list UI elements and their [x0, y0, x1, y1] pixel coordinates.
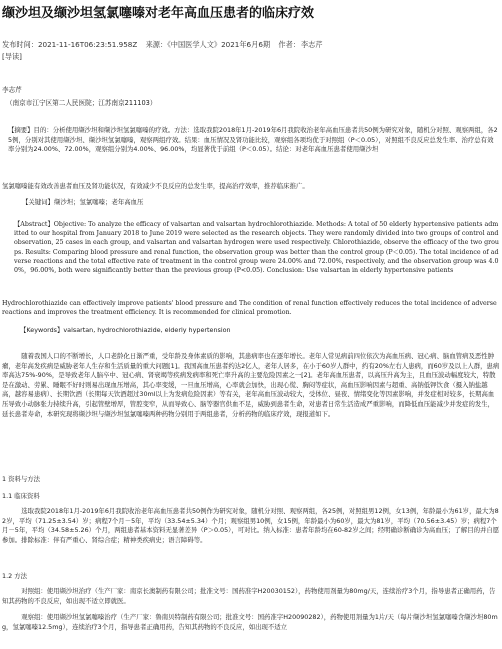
- byline-name: 李志芹: [2, 86, 22, 94]
- abstract-en: 【Abstract】Objective: To analyze the efficacy of valsartan and valsartan hydrochlorothiazide. Methods: A total of 50 elderly hypertensive patients admitted to our hospital from January 2018 to June 2019 were selected as the research objects. They were randomly divided into two groups of control and observation, 25 cases in each group, and valsartan and valsartan hydrogen were used respectively. Chlorothiazide, observe the efficacy of the two groups. Results: Comparing blood pressure and renal function, the observation group was better than the control group (P＜0.05). The total incidence of adverse reactions and the total effective rate of treatment in the control group were 24.00% and 72.00%, respectively, and the observation group was 4.00%，96.00%, both were significantly better than the previous group (P<0.05). Conclusion: Use valsartan in elderly hypertensive patients: [14, 221, 499, 275]
- guide-link[interactable]: [导读]: [2, 52, 22, 61]
- publish-time: 发布时间：2021-11-16T06:23:51.958Z: [2, 40, 138, 49]
- article-title: 缬沙坦及缬沙坦氢氯噻嗪对老年高血压患者的临床疗效: [2, 6, 315, 21]
- section-heading-1-1: 1.1 临床资料: [2, 492, 40, 500]
- article-source: 来源：《中国医学人文》2021年6月6期: [145, 40, 271, 49]
- abstract-cn: 【摘要】目的：分析使用缬沙坦和缬沙坦氢氯噻嗪的疗效。方法：选取我院2018年1月-2019年6月我院收治老年高血压患者共50例为研究对象，随机分对照、观察两组，各25例，分别对其使用缬沙坦、缬沙坦氢氯噻嗪，观察两组疗效。结果：血压情况及肾功能比较，观察组各项均优于对照组（P＜0.05），对照组不良反应总发生率、治疗总有效率分别为24.00%、72.00%，观察组分别为4.00%、96.00%，均显著优于前组（P＜0.05）。结论：对老年高血压患者使用缬沙坦: [8, 126, 498, 154]
- keywords-cn: 【关键词】缬沙坦；氢氯噻嗪；老年高血压: [22, 198, 144, 206]
- article-meta: [2, 40, 329, 50]
- author-name: 李志芹: [300, 40, 323, 49]
- byline-affiliation: （南京市江宁区第二人民医院；江苏南京211103）: [6, 99, 157, 107]
- section-heading-1-2: 1.2 方法: [2, 572, 27, 580]
- method-control-paragraph: 对照组：使用缬沙坦治疗（生产厂家：南京长澳制药有限公司；批准文号：国药准字H20030152），药物使用剂量为80mg/天，连续治疗3个月，指导患者正确用药，告知其药物的不良反应，如出现不适立即就医。: [2, 587, 496, 605]
- keywords-en: 【Keywords】valsartan, hydrochlorothiazide, elderly hypertension: [20, 326, 231, 334]
- conclusion-cn: 氢氯噻嗪能有效改善患者血压及肾功能状况，有效减少不良反应的总发生率，提高治疗效率，推荐临床推广。: [2, 182, 309, 190]
- clinical-data-paragraph: 选取我院2018年1月-2019年6月我院收治老年高血压患者共50例作为研究对象，随机分对照、观察两组，各25例，对照组男12例，女13例，年龄最小为61岁，最大为82岁，平均（71.25±3.54）岁；病程7个月－5年，平均（33.54±5.34）个月；观察组男10例，女15例，年龄最小为60岁，最大为81岁，平均（70.56±3.45）岁；病程7个月－5年，平均（34.58±5.26）个月，两组患者基本资料无显著差异（P＞0.05），可对比。纳入标准：患者年龄均在60-82岁之间；经明确诊断确诊为高血压；了解目的并自愿参加。排除标准：伴有严重心、肾综合症；精神类疾病史；语言障碍等。: [2, 507, 500, 544]
- author-label: 作者：: [278, 40, 300, 49]
- intro-paragraph: 随着我国人口的不断增长，人口老龄化日渐严重，受年龄及身体素质的影响，其患病率也在逐年增长。老年人常见病前四位依次为高血压病、冠心病、脑血管病及恶性肿瘤，老年高发疾病是威胁老年人生存和生活质量的重大问题[1]。我国高血压患者约达2亿人，老年人居多，在小于60岁人群中，约有20%左右人患病，而60岁及以上人群，患病率高达75%-90%，是导致老年人脑卒中、冠心病、肾衰竭等疾病发病率和死亡率升高的主要危险因素之一[2]。老年高血压患者，以高压升高为主，且血压波动幅度较大，特散是在激动、劳累、睡眠不好时则易出现血压增高，其心率变缓，一旦血压增高，心率就会加快，出现心慌、胸闷等症状，高血压影响因素与超重、高钠低钾饮食（摄入钠盐越高，越容易患病）、长期饮酒（长期每天饮酒超过30ml以上为发病危险因素）等有关，老年高血压波动较大，受体位、昼夜、情绪变化等因素影响，并发症相对较多，长期高血压导致小动脉张力持续升高，引起管壁增厚，管腔变窄，从而导致心、脑等器官供血不足，威胁到患者生命，对患者日常生活造成严重影响，而降低血压能减少并发症的发生，延长患者寿命，本研究现将缬沙坦与缬沙坦氢氯噻嗪两种药物分别用于两组患者，分析药物的临床疗效，现报道如下。: [2, 352, 500, 418]
- conclusion-en: Hydrochlorothiazide can effectively improve patients' blood pressure and The condition of renal function effectively reduces the total incidence of adverse reactions and improves the treatment efficiency. It is recommended for clinical promotion.: [2, 300, 497, 317]
- section-heading-1: 1 资料与方法: [2, 475, 41, 483]
- method-observation-paragraph: 观察组：使用缬沙坦氢氯噻嗪治疗（生产厂家：鲁南贝特制药有限公司；批准文号：国药准字H20090282），药物使用剂量为1片/天（每片缬沙坦氢氯噻嗪含缬沙坦80mg，氢氯噻嗪12.5mg），连续治疗3个月，指导患者正确用药，告知其药物的不良反应，如出现不适立: [2, 613, 498, 631]
